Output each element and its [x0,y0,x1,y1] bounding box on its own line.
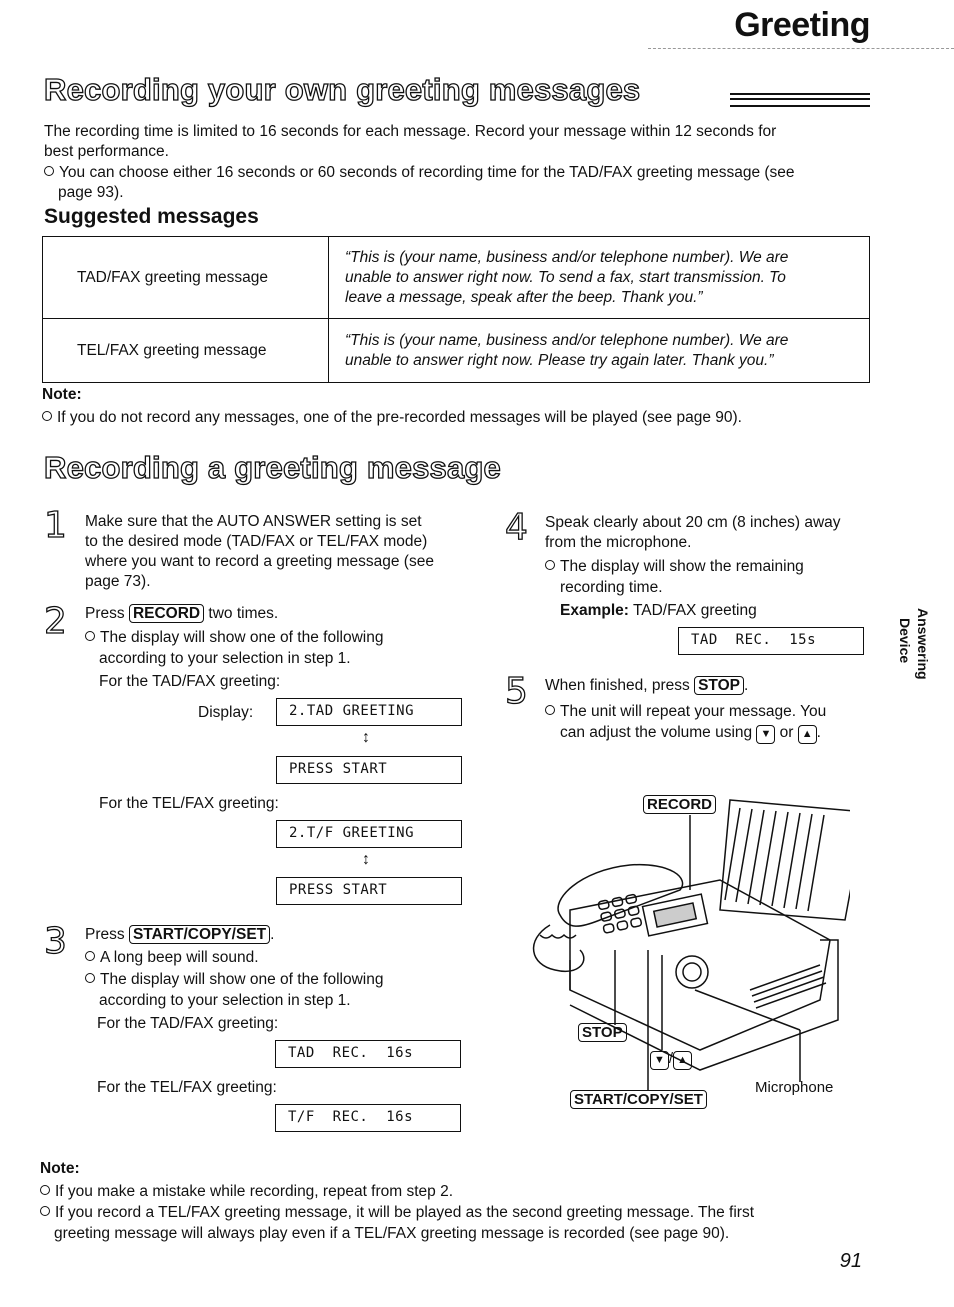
step4-text: Speak clearly about 20 cm (8 inches) away from the microphone. [545,514,841,551]
step-number-3: 3 [44,921,67,962]
step2-bullet: The display will show one of the following [85,628,383,648]
lcd-display: TAD REC. 16s [275,1040,461,1068]
message-text: “This is (your name, business and/or telephone number). We are unable to answer right now. Please try again later. Thank you.” [329,319,870,383]
step2-bullet-cont: according to your selection in step 1. [99,650,351,667]
intro-text-line1: The recording time is limited to 16 seconds for each message. Record your message within 12 seconds for [44,123,777,140]
message-text: “This is (your name, business and/or telephone number). We are unable to answer right now. To send a fax, start transmission. To leave a message, speak after the beep. Thank you.” [329,237,870,319]
intro-text-line2: best performance. [44,143,169,160]
step3-bullet2: The display will show one of the following [85,970,383,990]
lcd-display: 2.T/F GREETING [276,820,462,848]
stop-key: STOP [694,676,744,695]
illus-volume-label: ▼ / ▲ [650,1050,692,1070]
step5-text: When finished, press STOP . [545,677,749,694]
step-number-2: 2 [44,601,67,642]
intro-bullet: You can choose either 16 seconds or 60 seconds of recording time for the TAD/FAX greeting message (see [44,163,795,183]
section2-title: Recording a greeting message [44,450,501,485]
step3-text: Press START/COPY/SET . [85,926,275,943]
display-label: Display: [198,704,254,721]
step3-bullet2-cont: according to your selection in step 1. [99,992,351,1009]
side-tab-line1: Answering [915,608,931,680]
step-number-4: 4 [505,507,528,548]
title-rule [730,93,870,107]
step2-text: Press RECORD two times. [85,605,279,622]
step4-bullet-cont: recording time. [560,579,663,596]
step-number-5: 5 [505,671,528,712]
note-label: Note: [40,1160,80,1177]
illus-start-label: START/COPY/SET [570,1090,707,1109]
step-number-1: 1 [44,505,67,546]
fax-machine-illustration [520,790,850,1090]
suggested-messages-table [42,236,870,383]
note2-bullet1: If you make a mistake while recording, repeat from step 2. [40,1182,453,1202]
step2-tad-label: For the TAD/FAX greeting: [99,673,281,690]
table-row [43,319,870,383]
step3-bullet1: A long beep will sound. [85,948,259,968]
start-copy-set-key: START/COPY/SET [129,925,270,944]
message-type: TEL/FAX greeting message [43,319,329,383]
lcd-display: PRESS START [276,756,462,784]
suggested-heading: Suggested messages [44,205,259,228]
page-number: 91 [839,1250,862,1272]
lcd-display: PRESS START [276,877,462,905]
toggle-arrow-icon: ↕ [362,851,370,868]
lcd-display: 2.TAD GREETING [276,698,462,726]
note-label: Note: [42,386,82,403]
step5-bullet: The unit will repeat your message. You [545,702,826,722]
step4-bullet: The display will show the remaining [545,557,804,577]
lcd-display: T/F REC. 16s [275,1104,461,1132]
section-header: Greeting [734,6,870,44]
step5-bullet-cont: can adjust the volume using ▼ or ▲ . [560,723,821,744]
volume-up-icon: ▲ [798,725,817,744]
example-line: Example: TAD/FAX greeting [560,602,757,619]
note2-bullet2-cont: greeting message will always play even if a TEL/FAX greeting message is recorded (see page 90). [54,1225,730,1242]
step3-tad-label: For the TAD/FAX greeting: [97,1015,279,1032]
side-tab-line2: Device [897,618,913,664]
header-rule [648,48,954,49]
note2-bullet2: If you record a TEL/FAX greeting message, it will be played as the second greeting message. The first [40,1203,754,1223]
lcd-display: TAD REC. 15s [678,627,864,655]
toggle-arrow-icon: ↕ [362,729,370,746]
illus-microphone-label: Microphone [755,1079,834,1096]
step1-text: Make sure that the AUTO ANSWER setting is set to the desired mode (TAD/FAX or TEL/FAX mode) where you want to record a greeting message (see page 73). [85,513,434,590]
volume-down-icon: ▼ [756,725,775,744]
message-type: TAD/FAX greeting message [43,237,329,319]
record-key: RECORD [129,604,204,623]
illus-stop-label: STOP [578,1023,627,1042]
note-text: If you do not record any messages, one of the pre-recorded messages will be played (see page 90). [42,408,742,428]
step2-tel-label: For the TEL/FAX greeting: [99,795,279,812]
illus-record-label: RECORD [643,795,716,814]
intro-bullet-cont: page 93). [58,184,124,201]
table-row [43,237,870,319]
page-title: Recording your own greeting messages [44,72,641,107]
side-tab [893,600,943,710]
step3-tel-label: For the TEL/FAX greeting: [97,1079,277,1096]
